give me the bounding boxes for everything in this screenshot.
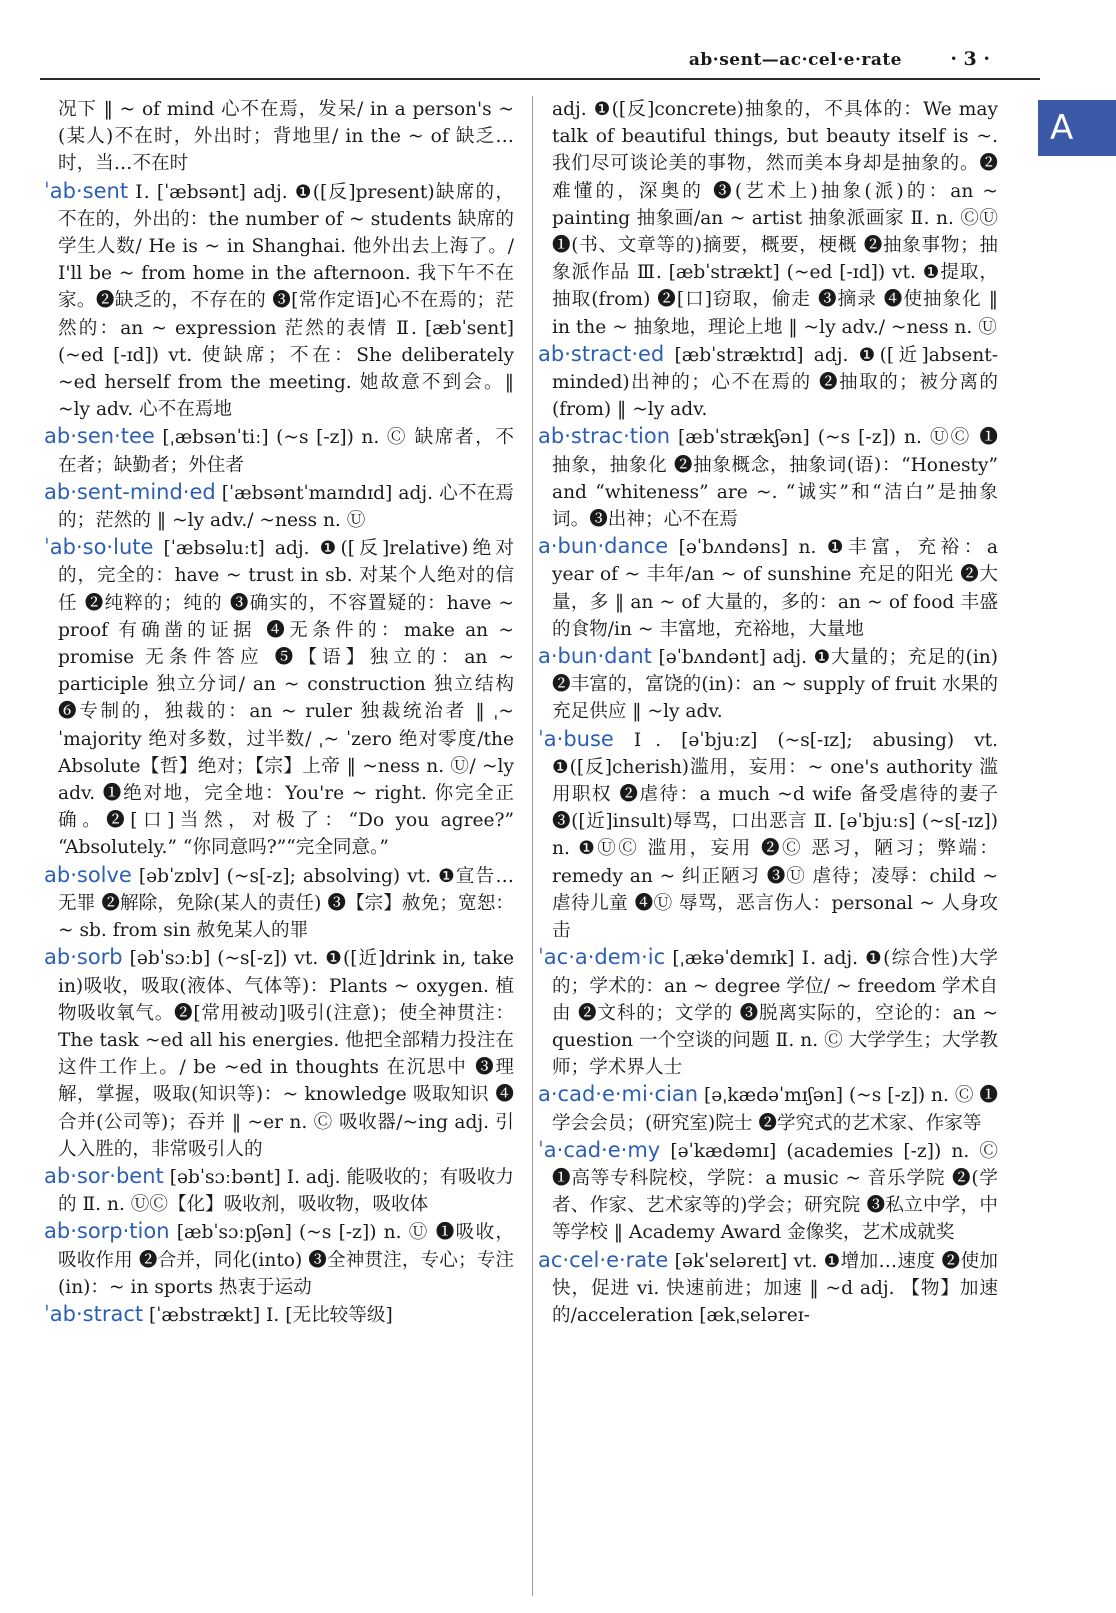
dictionary-entry bbox=[538, 1137, 998, 1247]
dictionary-entry bbox=[538, 726, 998, 945]
dictionary-entry bbox=[538, 944, 998, 1081]
dictionary-entry bbox=[44, 862, 514, 945]
headword: ab·stract·ed bbox=[538, 341, 665, 366]
headword: a·bun·dance bbox=[538, 534, 669, 559]
headword: ˈa·buse bbox=[538, 726, 614, 751]
headword: ab·strac·tion bbox=[538, 424, 670, 449]
headword: a·bun·dant bbox=[538, 644, 652, 669]
dictionary-entry bbox=[44, 534, 514, 861]
headword: a·cad·e·mi·cian bbox=[538, 1082, 699, 1107]
headword: ab·sorb bbox=[44, 945, 123, 970]
headword: ˈab·so·lute bbox=[44, 535, 154, 560]
entry-body: [əˌkædəˈmɪʃən] (~s [-z]) n. Ⓒ ❶学会会员；(研究室)院士 ❷学究式的艺术家、作家等 bbox=[552, 1085, 998, 1134]
headword: ac·cel·e·rate bbox=[538, 1247, 669, 1272]
dictionary-entry bbox=[44, 1163, 514, 1218]
entry-body: [əbˈzɒlv] (~s[-z]; absolving) vt. ❶宣告…无罪 ❷解除，免除(某人的责任) ❸【宗】赦免；宽恕：~ sb. from sin 赦免某人的罪 bbox=[58, 865, 514, 942]
dictionary-entry bbox=[44, 1218, 514, 1301]
headword: ˈa·cad·e·my bbox=[538, 1137, 661, 1162]
dictionary-entry bbox=[538, 1081, 998, 1136]
headword: ab·solve bbox=[44, 862, 132, 887]
entry-body: [ˈæbstrækt] Ⅰ. [无比较等级] bbox=[149, 1304, 393, 1326]
entry-body: [əbˈsɔːb] (~s[-z]) vt. ❶([近]drink in, take in)吸收，吸取(液体、气体等)：Plants ~ oxygen. 植物吸收氧气。❷[常用被动]吸引(注意)；使全神贯注：The task ~ed all his energies. 他把全部精力投注在这件工作上。/ be ~ed in thoughts 在沉思中 ❸理解，掌握，吸取(知识等)：~ knowledge 吸取知识 ❹合并(公司等)；吞并 ‖ ~er n. Ⓒ 吸收器/~ing adj. 引人入胜的，非常吸引人的 bbox=[58, 948, 514, 1160]
dictionary-entry bbox=[538, 643, 998, 726]
dictionary-entry bbox=[538, 1247, 998, 1330]
headword: ab·sor·bent bbox=[44, 1163, 164, 1188]
entry-body: 况下 ‖ ~ of mind 心不在焉，发呆/ in a person's ~ (某人)不在时，外出时；背地里/ in the ~ of 缺乏…时，当…不在时 bbox=[58, 99, 514, 175]
headword: ˈac·a·dem·ic bbox=[538, 945, 666, 970]
dictionary-entry bbox=[44, 479, 514, 534]
entry-body: [æbˈsɔːpʃən] (~s [-z]) n. Ⓤ ❶吸收，吸收作用 ❷合并，同化(into) ❸全神贯注，专心；专注(in)：~ in sports 热衷于运动 bbox=[58, 1222, 514, 1298]
entry-body: [æbˈstrækʃən] (~s [-z]) n. ⓊⒸ ❶抽象，抽象化 ❷抽象概念，抽象词(语)：“Honesty” and “whiteness” are ~. “诚实”和“洁白”是抽象词。❸出神；心不在焉 bbox=[552, 427, 999, 531]
entry-continuation bbox=[58, 96, 514, 178]
entry-body: [əbˈsɔːbənt] Ⅰ. adj. 能吸收的；有吸收力的 Ⅱ. n. ⓊⒸ【化】吸收剂，吸收物，吸收体 bbox=[58, 1166, 514, 1216]
entry-body: Ⅰ. [əˈbjuːz] (~s[-ɪz]; abusing) vt. ❶([反]cherish)滥用，妄用：~ one's authority 滥用职权 ❷虐待：a much ~d wife 备受虐待的妻子 ❸([近]insult)辱骂，口出恶言 Ⅱ. [əˈbjuːs] (~s[-ɪz]) n. ❶ⓊⒸ 滥用，妄用 ❷Ⓒ 恶习，陋习；弊端：remedy an ~ 纠正陋习 ❸Ⓤ 虐待；凌辱：child ~ 虐待儿童 ❹Ⓤ 辱骂，恶言伤人：personal ~ 人身攻击 bbox=[552, 729, 998, 942]
dictionary-entry bbox=[538, 423, 999, 533]
headword: ab·sent-mind·ed bbox=[44, 479, 216, 504]
entry-continuation bbox=[552, 96, 998, 341]
dictionary-entry bbox=[44, 1301, 514, 1329]
entry-body: adj. ❶([反]concrete)抽象的，不具体的：We may talk of beautiful things, but beauty itself is ~. 我们尽可谈论美的事物，然而美本身却是抽象的。❷难懂的，深奥的 ❸(艺术上)抽象(派)的：an ~ painting 抽象画/an ~ artist 抽象派画家 Ⅱ. n. ⒸⓊ ❶(书、文章等的)摘要，概要，梗概 ❷抽象事物；抽象派作品 Ⅲ. [æbˈstrækt] (~ed [-ɪd]) vt. ❶提取，抽取(from) ❷[口]窃取，偷走 ❸摘录 ❹使抽象化 ‖ in the ~ 抽象地，理论上地 ‖ ~ly adv./ ~ness n. Ⓤ bbox=[552, 99, 998, 338]
headword: ˈab·stract bbox=[44, 1301, 144, 1326]
entry-body: [æbˈstræktɪd] adj. ❶([近]absent-minded)出神的；心不在焉的 ❷抽取的；被分离的(from) ‖ ~ly adv. bbox=[552, 344, 998, 421]
dictionary-entry bbox=[538, 341, 998, 424]
entry-body: [ˈæbsəntˈmaɪndɪd] adj. 心不在焉的；茫然的 ‖ ~ly adv./ ~ness n. Ⓤ bbox=[58, 482, 514, 532]
entry-body: [əˈbʌndəns] n. ❶丰富，充裕：a year of ~ 丰年/an ~ of sunshine 充足的阳光 ❷大量，多 ‖ an ~ of 大量的，多的：an ~ of food 丰盛的食物/in ~ 丰富地，充裕地，大量地 bbox=[552, 537, 998, 640]
right-column bbox=[538, 96, 999, 1596]
dictionary-entry bbox=[44, 944, 514, 1163]
entry-body: [əkˈseləreɪt] vt. ❶增加…速度 ❷使加快，促进 vi. 快速前进；加速 ‖ ~d adj. 【物】加速的/acceleration [ækˌseləreɪ- bbox=[552, 1250, 998, 1326]
page-number: · 3 · bbox=[950, 48, 990, 70]
letter-thumb-tab: A bbox=[1038, 100, 1116, 156]
headword: ab·sorp·tion bbox=[44, 1219, 170, 1244]
left-column bbox=[44, 96, 514, 1596]
entry-body: [ˈæbsəluːt] adj. ❶([反]relative)绝对的，完全的：have ~ trust in sb. 对某个人绝对的信任 ❷纯粹的；纯的 ❸确实的，不容置疑的：have ~ proof 有确凿的证据 ❹无条件的：make an ~ promise 无条件答应 ❺【语】独立的：an ~ participle 独立分词/ an ~ construction 独立结构 ❻专制的，独裁的：an ~ ruler 独裁统治者 ‖ ˌ~ ˈmajority 绝对多数，过半数/ ˌ~ ˈzero 绝对零度/the Absolute【哲】绝对；【宗】上帝 ‖ ~ness n. Ⓤ/ ~ly adv. ❶绝对地，完全地：You're ~ right. 你完全正确。❷[口]当然，对极了：“Do you agree?” “Absolutely.” “你同意吗?”“完全同意。” bbox=[58, 538, 514, 859]
entry-body: [əˈbʌndənt] adj. ❶大量的；充足的(in) ❷丰富的，富饶的(in)：an ~ supply of fruit 水果的充足供应 ‖ ~ly adv. bbox=[552, 647, 998, 723]
running-head: ab·sent—ac·cel·e·rate bbox=[688, 50, 902, 70]
column-divider bbox=[532, 96, 533, 1596]
dictionary-entry bbox=[538, 533, 998, 643]
entry-body: [ˌækəˈdemɪk] Ⅰ. adj. ❶(综合性)大学的；学术的：an ~ degree 学位/ ~ freedom 学术自由 ❷文科的；文学的 ❸脱离实际的，空论的：an ~ question 一个空谈的问题 Ⅱ. n. Ⓒ 大学学生；大学教师；学术界人士 bbox=[552, 948, 998, 1079]
page-header bbox=[40, 44, 1040, 80]
dictionary-entry bbox=[44, 178, 514, 424]
headword: ab·sen·tee bbox=[44, 424, 155, 449]
entry-body: [əˈkædəmɪ] (academies [-z]) n. Ⓒ ❶高等专科院校，学院：a music ~ 音乐学院 ❷(学者、作家、艺术家等的)学会；研究院 ❸私立中学，中等学校 ‖ Academy Award 金像奖，艺术成就奖 bbox=[552, 1140, 998, 1244]
dictionary-entry bbox=[44, 423, 514, 478]
entry-body: Ⅰ. [ˈæbsənt] adj. ❶([反]present)缺席的，不在的，外出的：the number of ~ students 缺席的学生人数/ He is ~ in Shanghai. 他外出去上海了。/ I'll be ~ from home in the afternoon. 我下午不在家。❷缺乏的，不存在的 ❸[常作定语]心不在焉的；茫然的：an ~ expression 茫然的表情 Ⅱ. [æbˈsent](~ed [-ɪd]) vt. 使缺席；不在：She deliberately ~ed herself from the meeting. 她故意不到会。‖ ~ly adv. 心不在焉地 bbox=[58, 181, 514, 421]
headword: ˈab·sent bbox=[44, 178, 129, 203]
entry-body: [ˌæbsənˈtiː] (~s [-z]) n. Ⓒ 缺席者，不在者；缺勤者；外住者 bbox=[58, 427, 514, 476]
